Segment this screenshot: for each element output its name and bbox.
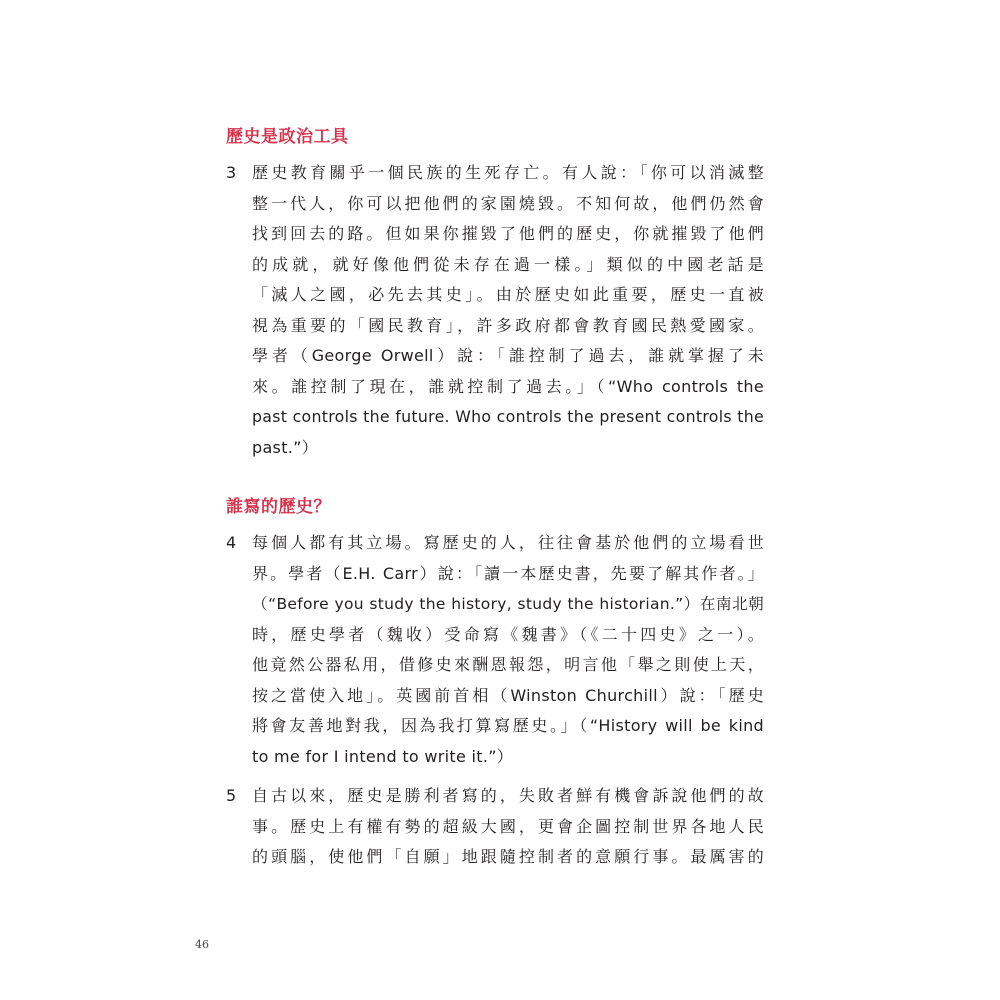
text-line: past controls the future. Who controls the present controls the xyxy=(252,407,764,426)
text-line: （“Before you study the history, study the historian.”）在南北朝 xyxy=(252,595,764,613)
text-line: 時，歷史學者（魏收）受命寫《魏書》（《二十四史》之一）。 xyxy=(252,624,764,644)
text-line: to me for I intend to write it.”） xyxy=(252,746,514,766)
text-line: 整一代人，你可以把他們的家園燒毀。不知何故，他們仍然會 xyxy=(252,193,764,213)
text-line: 他竟然公器私用，借修史來酬恩報怨，明言他「舉之則使上天， xyxy=(252,655,764,674)
text-line: 界。學者（E.H. Carr）說：「讀一本歷史書，先要了解其作者。」 xyxy=(252,563,764,583)
text-line: 視為重要的「國民教育」，許多政府都會教育國民熱愛國家。 xyxy=(252,315,764,335)
text-line: past.”） xyxy=(252,437,319,457)
paragraph-text xyxy=(252,781,764,873)
paragraph-number: 4 xyxy=(226,533,237,552)
paragraph-text xyxy=(252,158,764,463)
text-line: 事。歷史上有權有勢的超級大國，更會企圖控制世界各地人民 xyxy=(252,816,764,836)
text-line: 的頭腦，使他們「自願」地跟隨控制者的意願行事。最厲害的 xyxy=(252,847,764,866)
text-line: 歷史教育關乎一個民族的生死存亡。有人說：「你可以消滅整 xyxy=(252,163,764,182)
paragraph-number: 5 xyxy=(226,786,237,805)
page-number: 46 xyxy=(195,938,209,951)
text-line: 的成就，就好像他們從未存在過一樣。」類似的中國老話是 xyxy=(252,254,764,274)
text-line: 來。誰控制了現在，誰就控制了過去。」（“Who controls the xyxy=(252,376,764,396)
text-line: 按之當使入地」。英國前首相（Winston Churchill）說：「歷史 xyxy=(252,685,764,705)
text-line: 「滅人之國，必先去其史」。由於歷史如此重要，歷史一直被 xyxy=(252,285,764,304)
section-heading: 誰寫的歷史？ xyxy=(226,497,331,517)
text-line: 將會友善地對我，因為我打算寫歷史。」（“History will be kind xyxy=(252,716,764,735)
text-line: 每個人都有其立場。寫歷史的人，往往會基於他們的立場看世 xyxy=(252,533,764,552)
section-heading: 歷史是政治工具 xyxy=(226,127,349,147)
text-line: 學者（George Orwell）說：「誰控制了過去，誰就掌握了未 xyxy=(252,346,764,365)
paragraph-number: 3 xyxy=(226,163,237,182)
text-line: 自古以來，歷史是勝利者寫的，失敗者鮮有機會訴說他們的故 xyxy=(252,786,764,805)
text-line: 找到回去的路。但如果你摧毀了他們的歷史，你就摧毀了他們 xyxy=(252,224,764,243)
paragraph-text xyxy=(252,528,764,772)
